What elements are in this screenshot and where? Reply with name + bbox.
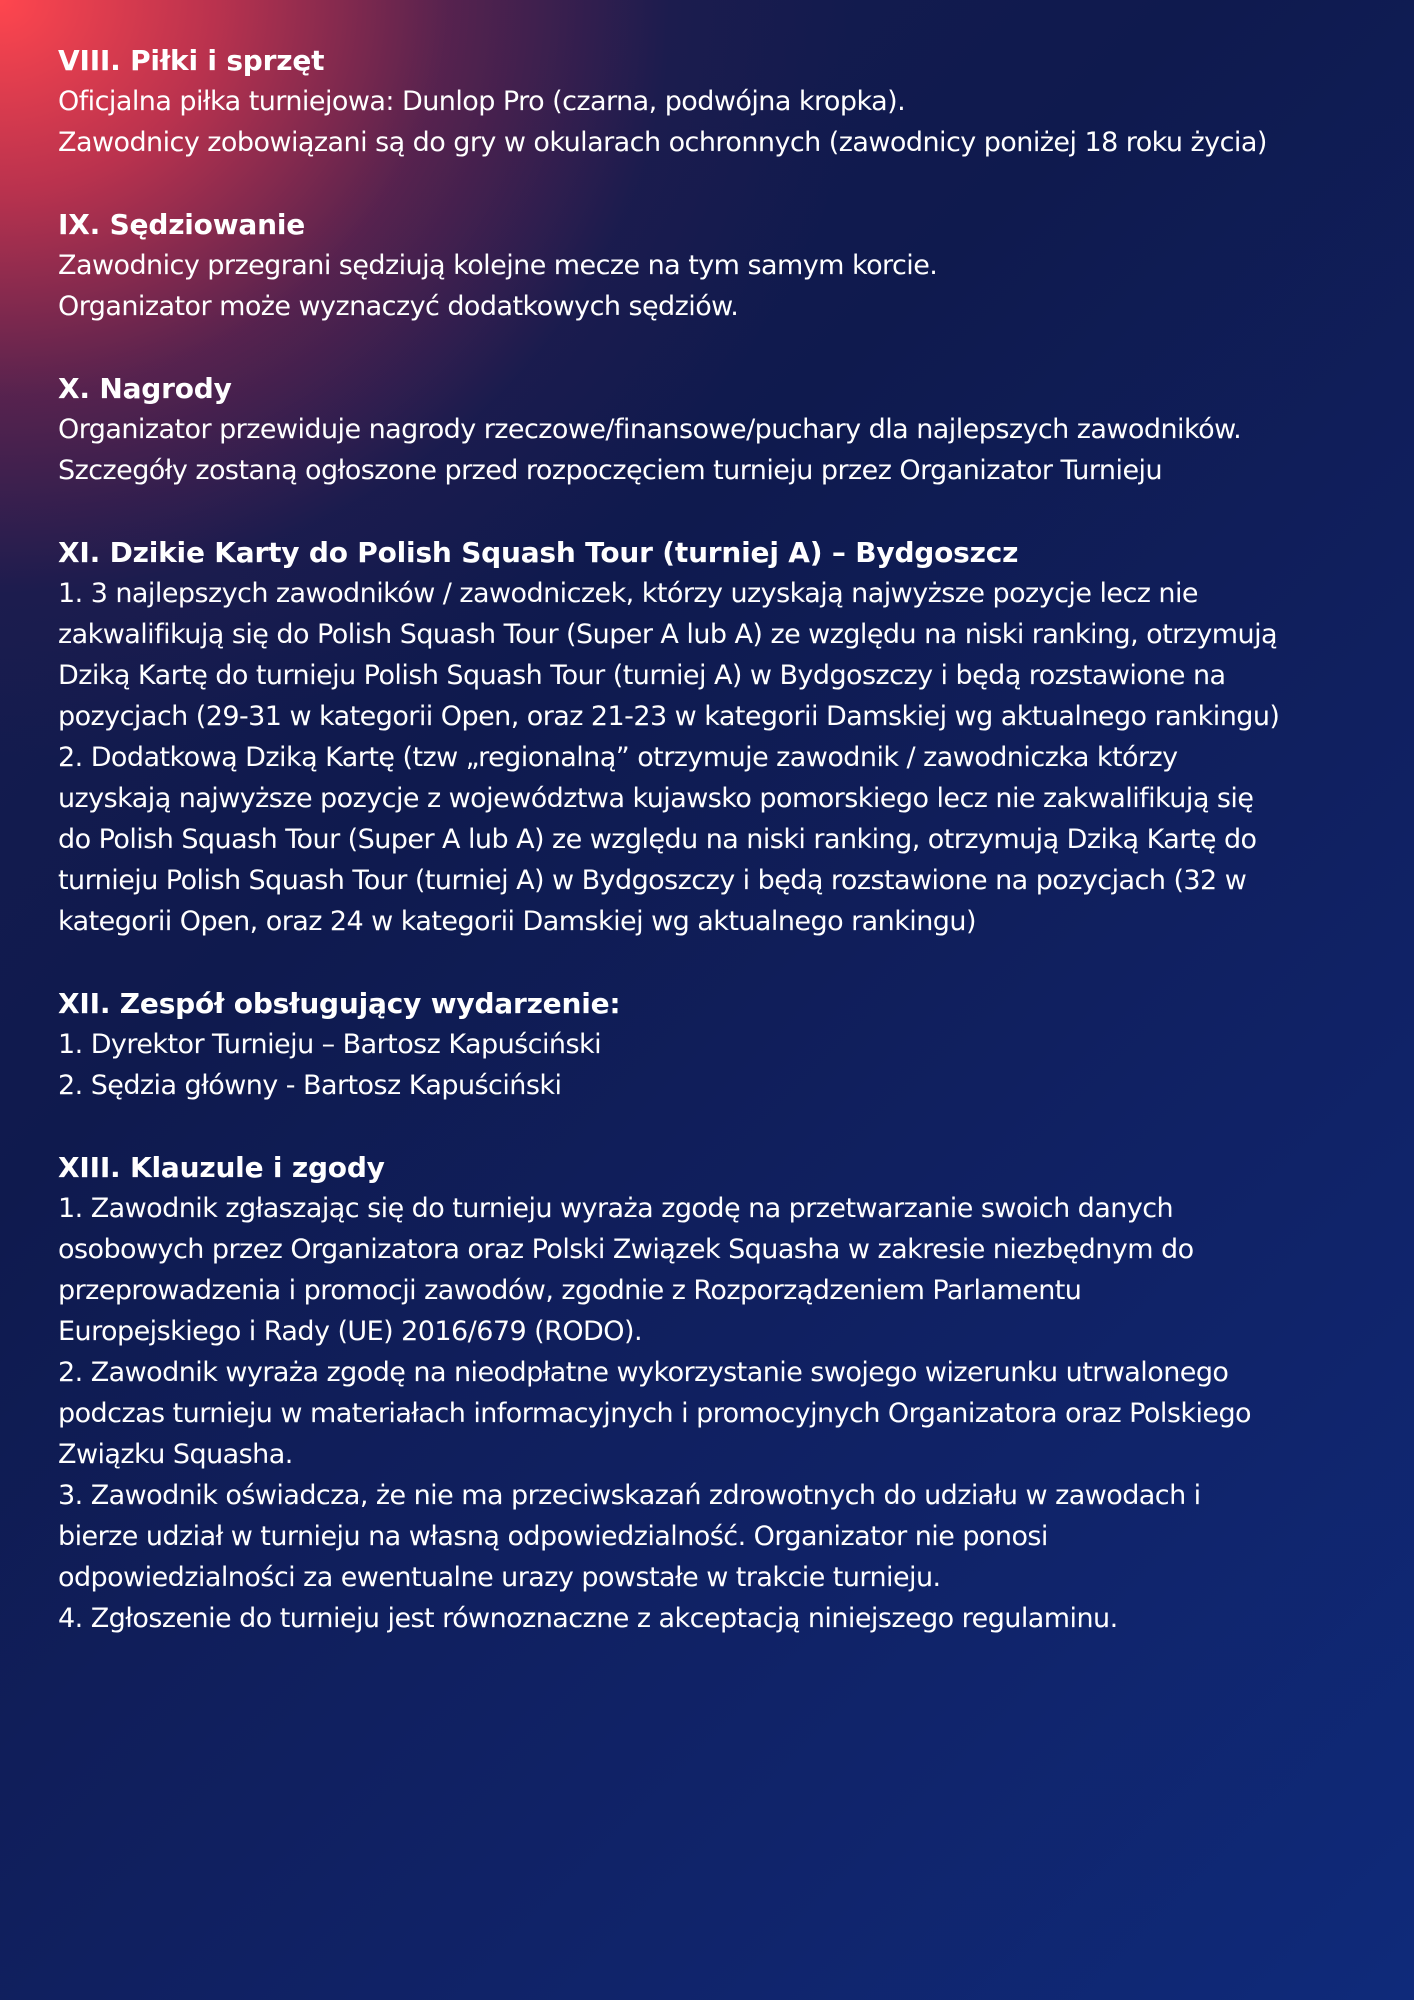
- paragraph-line: 2. Zawodnik wyraża zgodę na nieodpłatne wykorzystanie swojego wizerunku utrwalonego: [58, 1357, 1229, 1388]
- paragraph-line: bierze udział w turnieju na własną odpowiedzialność. Organizator nie ponosi: [58, 1521, 1048, 1552]
- paragraph-line: uzyskają najwyższe pozycje z województwa kujawsko pomorskiego lecz nie zakwalifikują się: [58, 783, 1254, 814]
- paragraph-line: Zawodnicy zobowiązani są do gry w okularach ochronnych (zawodnicy poniżej 18 roku życia): [58, 127, 1267, 158]
- section-wild-cards: [58, 532, 1378, 942]
- paragraph-line: 3. Zawodnik oświadcza, że nie ma przeciwskazań zdrowotnych do udziału w zawodach i: [58, 1480, 1201, 1511]
- paragraph-line: 2. Dodatkową Dziką Kartę (tzw „regionalną” otrzymuje zawodnik / zawodniczka którzy: [58, 742, 1178, 773]
- paragraph-line: Dziką Kartę do turnieju Polish Squash Tour (turniej A) w Bydgoszczy i będą rozstawione na: [58, 660, 1226, 691]
- paragraph-line: Związku Squasha.: [58, 1439, 293, 1470]
- section-heading: IX. Sędziowanie: [58, 208, 306, 241]
- paragraph-line: Organizator może wyznaczyć dodatkowych sędziów.: [58, 291, 739, 322]
- paragraph-line: Oficjalna piłka turniejowa: Dunlop Pro (czarna, podwójna kropka).: [58, 86, 906, 117]
- paragraph-line: odpowiedzialności za ewentualne urazy powstałe w trakcie turnieju.: [58, 1562, 941, 1593]
- paragraph-line: 2. Sędzia główny - Bartosz Kapuściński: [58, 1070, 562, 1101]
- section-refereeing: [58, 204, 1378, 327]
- section-heading: XII. Zespół obsługujący wydarzenie:: [58, 987, 621, 1020]
- section-balls-equipment: [58, 40, 1378, 163]
- paragraph-line: przeprowadzenia i promocji zawodów, zgodnie z Rozporządzeniem Parlamentu: [58, 1275, 1082, 1306]
- section-heading: VIII. Piłki i sprzęt: [58, 44, 325, 77]
- section-event-team: [58, 983, 1378, 1106]
- paragraph-line: turnieju Polish Squash Tour (turniej A) w Bydgoszczy i będą rozstawione na pozycjach (32 w: [58, 865, 1247, 896]
- section-heading: X. Nagrody: [58, 372, 232, 405]
- paragraph-line: podczas turnieju w materiałach informacyjnych i promocyjnych Organizatora oraz Polskiego: [58, 1398, 1252, 1429]
- paragraph-line: Europejskiego i Rady (UE) 2016/679 (RODO).: [58, 1316, 643, 1347]
- section-heading: XIII. Klauzule i zgody: [58, 1151, 385, 1184]
- paragraph-line: 1. Zawodnik zgłaszając się do turnieju wyraża zgodę na przetwarzanie swoich danych: [58, 1193, 1174, 1224]
- section-clauses-consents: [58, 1147, 1378, 1639]
- paragraph-line: 1. Dyrektor Turnieju – Bartosz Kapuściński: [58, 1029, 602, 1060]
- paragraph-line: Szczegóły zostaną ogłoszone przed rozpoczęciem turnieju przez Organizator Turnieju: [58, 455, 1163, 486]
- paragraph-line: 4. Zgłoszenie do turnieju jest równoznaczne z akceptacją niniejszego regulaminu.: [58, 1603, 1118, 1634]
- section-prizes: [58, 368, 1378, 491]
- paragraph-line: osobowych przez Organizatora oraz Polski Związek Squasha w zakresie niezbędnym do: [58, 1234, 1194, 1265]
- paragraph-line: do Polish Squash Tour (Super A lub A) ze względu na niski ranking, otrzymują Dziką Kartę do: [58, 824, 1257, 855]
- paragraph-line: zakwalifikują się do Polish Squash Tour (Super A lub A) ze względu na niski ranking, otrzymują: [58, 619, 1278, 650]
- paragraph-line: Zawodnicy przegrani sędziują kolejne mecze na tym samym korcie.: [58, 250, 938, 281]
- regulations-page: [58, 40, 1378, 1680]
- paragraph-line: kategorii Open, oraz 24 w kategorii Damskiej wg aktualnego rankingu): [58, 906, 976, 937]
- paragraph-line: pozycjach (29-31 w kategorii Open, oraz 21-23 w kategorii Damskiej wg aktualnego rankingu): [58, 701, 1280, 732]
- paragraph-line: Organizator przewiduje nagrody rzeczowe/finansowe/puchary dla najlepszych zawodników.: [58, 414, 1242, 445]
- paragraph-line: 1. 3 najlepszych zawodników / zawodniczek, którzy uzyskają najwyższe pozycje lecz nie: [58, 578, 1198, 609]
- section-heading: XI. Dzikie Karty do Polish Squash Tour (turniej A) – Bydgoszcz: [58, 536, 1019, 569]
